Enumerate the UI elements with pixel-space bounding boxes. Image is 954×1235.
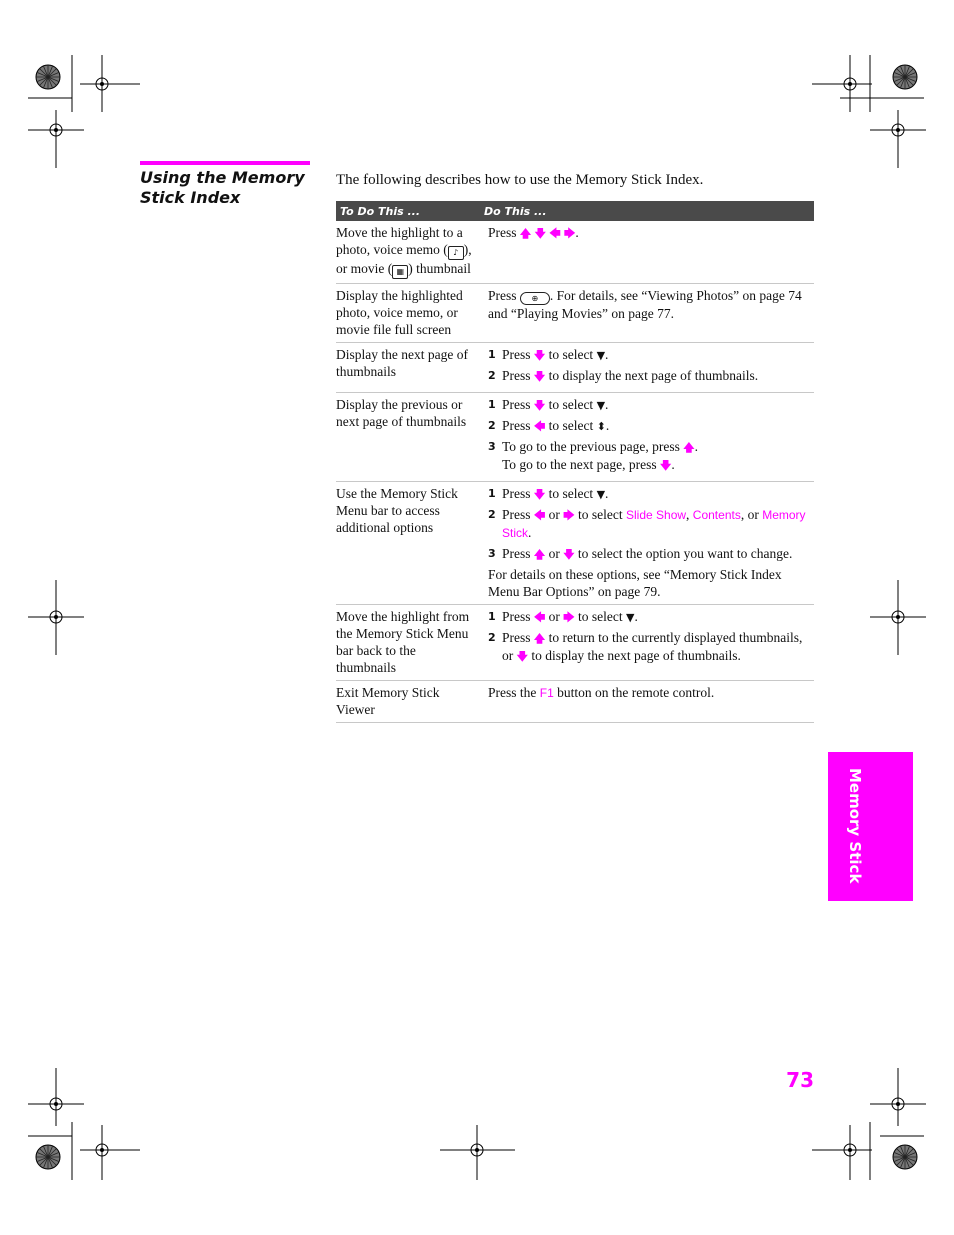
triangle-down-icon: ▼ bbox=[596, 399, 606, 412]
voice-memo-icon: ♪ bbox=[448, 246, 464, 260]
movie-icon: ▦ bbox=[392, 265, 408, 279]
arrow-right-icon: 🡆 bbox=[564, 227, 576, 240]
step-item: 2 Press 🡄 to select ⬍. bbox=[488, 418, 610, 433]
instruction-cell: Press the F1 button on the remote control. bbox=[480, 681, 814, 723]
table-row bbox=[336, 284, 814, 343]
arrow-left-icon: 🡄 bbox=[533, 611, 546, 624]
action-cell: Exit Memory Stick Viewer bbox=[336, 681, 480, 723]
chapter-tab-label: Memory Stick bbox=[846, 768, 864, 884]
instruction-cell bbox=[480, 343, 814, 393]
arrow-left-icon: 🡄 bbox=[533, 420, 546, 433]
action-cell: Move the highlight from the Memory Stick Menu bar back to the thumbnails bbox=[336, 605, 480, 681]
arrow-down-icon: 🡇 bbox=[533, 488, 546, 501]
arrow-down-icon: 🡇 bbox=[516, 650, 528, 663]
arrow-up-icon: 🡅 bbox=[533, 632, 546, 645]
arrow-right-icon: 🡆 bbox=[563, 509, 575, 522]
triangle-down-icon: ▼ bbox=[596, 488, 606, 501]
intro-text: The following describes how to use the Memory Stick Index. bbox=[336, 172, 704, 188]
chapter-side-tab bbox=[828, 752, 913, 901]
table-row bbox=[336, 482, 814, 605]
step-item: 3 To go to the previous page, press 🡅. To go to the next page, press 🡇. bbox=[488, 439, 698, 472]
step-item: 1 Press 🡇 to select ▼. bbox=[488, 486, 609, 501]
arrow-up-icon: 🡅 bbox=[533, 548, 546, 561]
action-cell: Move the highlight to a photo, voice memo ( ♪ ), or movie ( ▦ ) thumbnail bbox=[336, 221, 480, 284]
heading-rule bbox=[140, 161, 310, 165]
header-to-do-this: To Do This ... bbox=[336, 201, 480, 221]
arrow-left-icon: 🡄 bbox=[549, 227, 561, 240]
step-item: 2 Press 🡇 to display the next page of thumbnails. bbox=[488, 368, 759, 383]
step-item: 1 Press 🡇 to select ▼. bbox=[488, 397, 609, 412]
contents-option: Contents bbox=[692, 508, 741, 522]
action-cell: Display the previous or next page of thumbnails bbox=[336, 393, 480, 482]
arrow-down-icon: 🡇 bbox=[533, 370, 546, 383]
arrow-down-icon: 🡇 bbox=[660, 459, 672, 472]
action-cell: Use the Memory Stick Menu bar to access additional options bbox=[336, 482, 480, 605]
triangle-down-icon: ▼ bbox=[626, 611, 635, 624]
instruction-cell bbox=[480, 482, 814, 605]
action-cell: Display the next page of thumbnails bbox=[336, 343, 480, 393]
instructions-table bbox=[336, 201, 814, 723]
memory-stick-option: Memory Stick bbox=[502, 508, 806, 540]
step-item: 2 Press 🡄 or 🡆 to select Slide Show, Contents, or Memory Stick. bbox=[488, 507, 806, 540]
arrow-up-icon: 🡅 bbox=[683, 441, 695, 454]
instruction-cell bbox=[480, 393, 814, 482]
slide-show-option: Slide Show bbox=[626, 508, 687, 522]
table-header bbox=[336, 201, 814, 221]
instruction-cell: Press ⊕ . For details, see “Viewing Photos” on page 74 and “Playing Movies” on page 77. bbox=[480, 284, 814, 343]
page-number: 73 bbox=[786, 1068, 814, 1092]
arrow-down-icon: 🡇 bbox=[534, 227, 546, 240]
instruction-cell bbox=[480, 605, 814, 681]
table-row bbox=[336, 343, 814, 393]
step-item: 3 Press 🡅 or 🡇 to select the option you want to change. bbox=[488, 546, 793, 561]
section-title: Using the Memory Stick Index bbox=[140, 168, 305, 207]
table-row bbox=[336, 605, 814, 681]
arrow-right-icon: 🡆 bbox=[563, 611, 575, 624]
step-item: 1 Press 🡄 or 🡆 to select ▼. bbox=[488, 609, 638, 624]
instruction-cell: Press 🡅 🡇 🡄 🡆. bbox=[480, 221, 814, 284]
table-row bbox=[336, 221, 814, 284]
step-item: 2 Press 🡅 to return to the currently displayed thumbnails, or 🡇 to display the next page of thumbnails. bbox=[488, 630, 803, 663]
header-do-this: Do This ... bbox=[480, 201, 814, 221]
arrow-left-icon: 🡄 bbox=[533, 509, 546, 522]
arrow-down-icon: 🡇 bbox=[533, 349, 546, 362]
table-row bbox=[336, 681, 814, 723]
enter-button-icon: ⊕ bbox=[520, 292, 550, 305]
options-note: For details on these options, see “Memory Stick Index Menu Bar Options” on page 79. bbox=[488, 567, 782, 599]
table-row bbox=[336, 393, 814, 482]
up-down-triangle-icon: ⬍ bbox=[596, 420, 606, 433]
action-cell: Display the highlighted photo, voice memo, or movie file full screen bbox=[336, 284, 480, 343]
triangle-down-icon: ▼ bbox=[596, 349, 606, 362]
step-item: 1 Press 🡇 to select ▼. bbox=[488, 347, 609, 362]
arrow-down-icon: 🡇 bbox=[533, 399, 546, 412]
arrow-up-icon: 🡅 bbox=[519, 227, 532, 240]
f1-key-label: F1 bbox=[539, 686, 554, 700]
arrow-down-icon: 🡇 bbox=[563, 548, 575, 561]
